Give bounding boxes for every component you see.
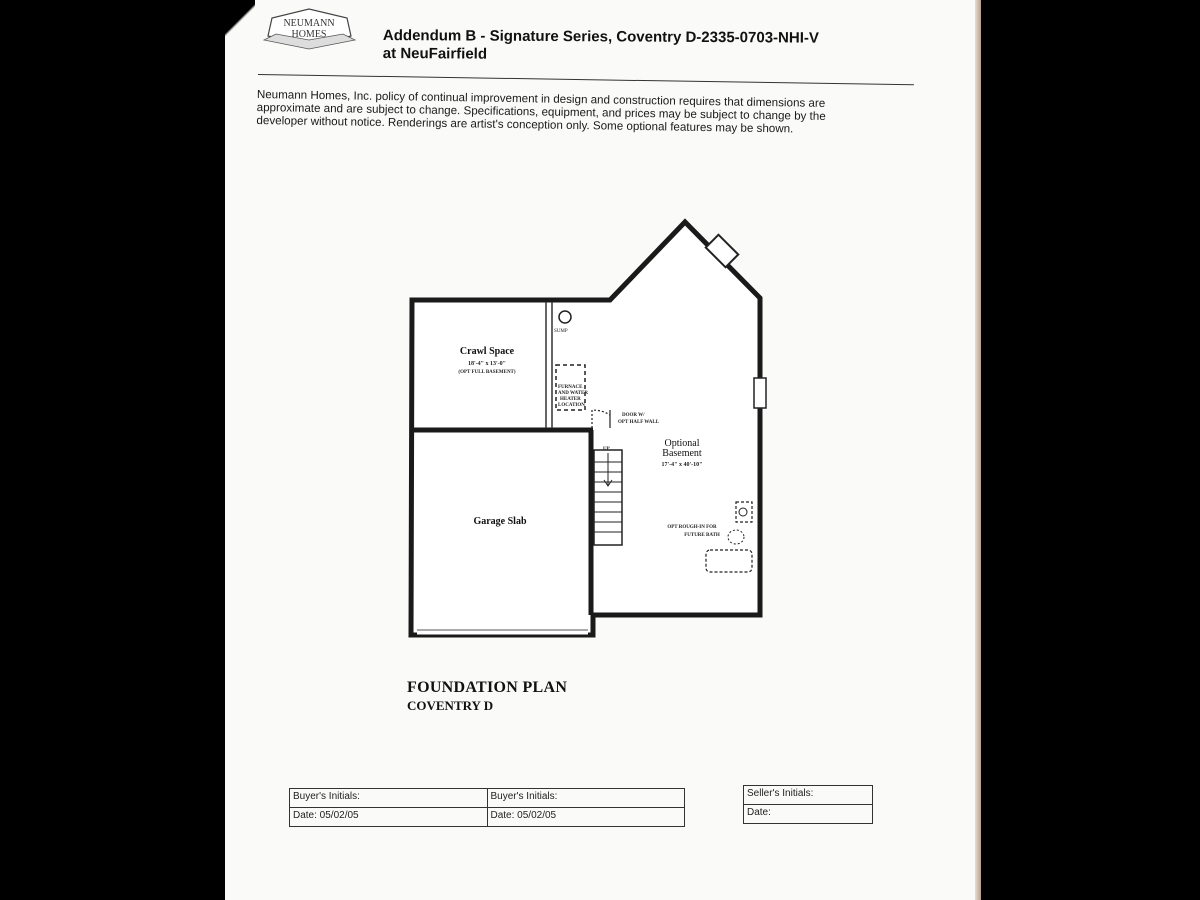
- buyer-date-field-1: Date: 05/02/05: [290, 808, 488, 827]
- buyer-initials-field-2: Buyer's Initials:: [487, 789, 685, 808]
- furnace-label-1: FURNACE: [558, 385, 583, 390]
- seller-date-field: Date:: [744, 805, 873, 824]
- basement-label-1: Optional: [664, 438, 700, 449]
- sump-label: SUMP: [554, 329, 568, 334]
- rough-in-label-2: FUTURE BATH: [684, 533, 720, 538]
- stairs-up-label: UP: [603, 447, 610, 452]
- plan-subtitle: COVENTRY D: [407, 698, 494, 713]
- seller-initials-table: [743, 785, 873, 824]
- furnace-label-2: AND WATER: [558, 391, 588, 396]
- rough-in-label-1: OPT ROUGH-IN FOR: [667, 525, 717, 530]
- logo-text-line1: NEUMANN: [283, 18, 335, 29]
- door-label-1: DOOR W/: [622, 413, 645, 418]
- page-corner: [225, 0, 255, 40]
- furnace-label-4: LOCATION: [558, 403, 585, 408]
- furnace-label-3: HEATER: [560, 397, 581, 402]
- disclaimer-text: Neumann Homes, Inc. policy of continual improvement in design and construction requires that dimensions are approximate and are subject to change. Specifications, equipment, and prices may be subject to change by the developer without notice. Renderings are artist's conception only. Some optional features may be shown.: [256, 88, 826, 136]
- neumann-homes-logo: [262, 6, 357, 50]
- door-label-2: OPT HALF WALL: [618, 420, 660, 425]
- garage-slab-label: Garage Slab: [473, 516, 527, 527]
- basement-label-2: Basement: [662, 448, 702, 459]
- buyer-initials-table: [289, 788, 685, 827]
- plan-title: FOUNDATION PLAN: [407, 679, 568, 696]
- title-line-2: at NeuFairfield: [382, 44, 488, 63]
- document-title: [383, 27, 819, 66]
- foundation-plan-drawing: [380, 210, 800, 650]
- logo-text-line2: HOMES: [291, 29, 327, 40]
- crawl-space-label: Crawl Space: [459, 346, 515, 357]
- buyer-initials-field-1: Buyer's Initials:: [290, 789, 488, 808]
- crawl-space-note: (OPT FULL BASEMENT): [458, 370, 516, 375]
- basement-dims: 17'-4" x 40'-10": [661, 462, 703, 468]
- title-line-1: Addendum B - Signature Series, Coventry D-2335-0703-NHI-V: [382, 27, 819, 47]
- page-edge: [975, 0, 981, 900]
- buyer-date-field-2: Date: 05/02/05: [487, 808, 685, 827]
- seller-initials-field: Seller's Initials:: [744, 786, 873, 805]
- crawl-space-dims: 18'-4" x 13'-0": [468, 361, 506, 367]
